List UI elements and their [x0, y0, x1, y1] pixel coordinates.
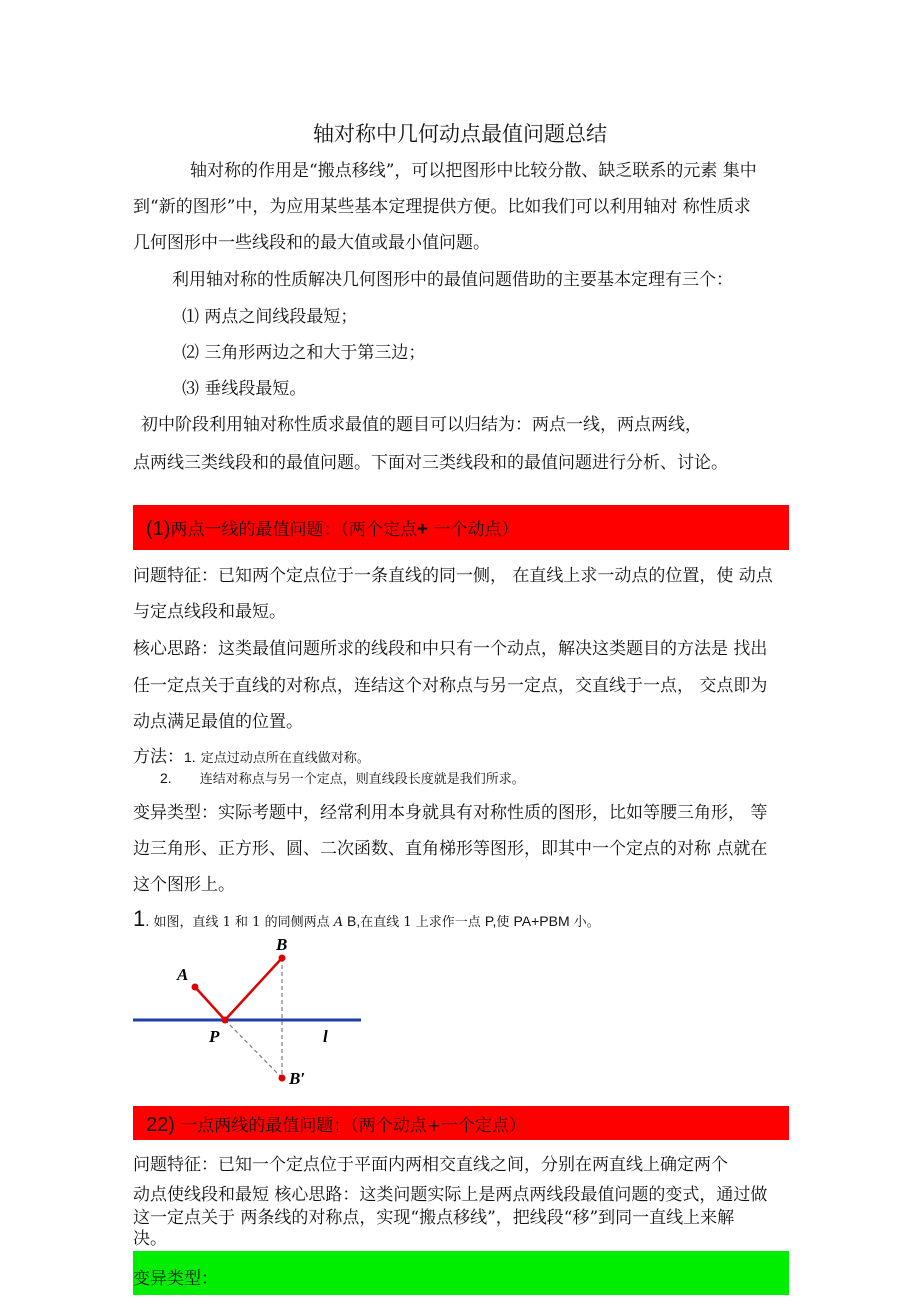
s1-core-1: 核心思路：这类最值问题所求的线段和中只有一个动点，解决这类题目的方法是 找出: [133, 639, 768, 659]
method-label: 方法：: [133, 747, 184, 767]
section1-heading-text: 两点一线的最值问题：（两个定点: [170, 520, 417, 540]
example-b: B,: [343, 913, 361, 929]
example-1: [133, 906, 600, 932]
intro-line-2: 到“新的图形”中，为应用某些基本定理提供方便。比如我们可以利用轴对 称性质求: [133, 197, 751, 217]
variant-label: 变异类型：: [133, 1269, 218, 1289]
intro-line-6: 点两线三类线段和的最值问题。下面对三类线段和的最值问题进行分析、讨论。: [133, 453, 728, 473]
method-2-text: 连结对称点与另一个定点，则直线段长度就是我们所求。: [199, 772, 525, 787]
section1-heading-tail: 一个动点）: [428, 520, 519, 540]
example-a: A: [333, 915, 344, 930]
theorem-3: ⑶ 垂线段最短。: [182, 379, 307, 399]
s1-variant-2: 边三角形、正方形、圆、二次函数、直角梯形等图形，即其中一个定点的对称 点就在: [133, 839, 768, 859]
label-a: A: [177, 965, 189, 984]
intro-line-3: 几何图形中一些线段和的最大值或最小值问题。: [133, 233, 490, 253]
section2-heading: [146, 1111, 526, 1137]
s2-feature-2: 动点使线段和最短 核心思路：这类问题实际上是两点两线段最值问题的变式，通过做: [133, 1185, 768, 1205]
page-title: 轴对称中几何动点最值问题总结: [313, 122, 607, 146]
section1-heading: [146, 515, 518, 541]
method-1-num: 1.: [184, 749, 196, 765]
example-num: 1: [133, 906, 146, 931]
section1-heading-plus: +: [416, 519, 429, 540]
example-p: P,: [484, 913, 497, 929]
section2-heading-num: 22): [146, 1114, 175, 1136]
point-a: [192, 984, 199, 991]
segment-pb2-dashed: [225, 1020, 282, 1078]
intro-line-4: 利用轴对称的性质解决几何图形中的最值问题借助的主要基本定理有三个：: [172, 270, 733, 290]
s2-feature-1: 问题特征：已知一个定点位于平面内两相交直线之间，分别在两直线上确定两个: [133, 1155, 728, 1175]
method-1-text: 定点过动点所在直线做对称。: [200, 751, 370, 766]
theorem-1: ⑴ 两点之间线段最短；: [182, 307, 358, 327]
intro-line-5: 初中阶段利用轴对称性质求最值的题目可以归结为：两点一线，两点两线，: [141, 415, 702, 435]
label-b-prime: B′: [289, 1069, 306, 1088]
variant-bar: [133, 1251, 789, 1295]
s1-feature-2: 与定点线段和最短。: [133, 602, 286, 622]
segment-pb: [225, 958, 282, 1020]
s1-feature-1: 问题特征：已知两个定点位于一条直线的同一侧， 在直线上求一动点的位置，使 动点: [133, 566, 773, 586]
example-text-2: 在直线 1 上求作一点: [360, 915, 485, 930]
section2-heading-text: 一点两线的最值问题：（两个动点+一个定点）: [174, 1116, 527, 1136]
s1-method-1: [133, 744, 370, 770]
label-b: B: [276, 935, 288, 954]
s1-core-3: 动点满足最值的位置。: [133, 712, 303, 732]
s1-variant-3: 这个图形上。: [133, 875, 235, 895]
label-l: l: [323, 1027, 328, 1046]
intro-line-1: 轴对称的作用是“搬点移线”，可以把图形中比较分散、缺乏联系的元素 集中: [190, 161, 757, 181]
section1-heading-num: (1): [146, 518, 171, 540]
s1-method-2: [160, 768, 525, 787]
label-p: P: [209, 1027, 220, 1046]
example-text-4: 小。: [569, 915, 600, 930]
point-p: [222, 1017, 229, 1024]
segment-ap: [195, 987, 225, 1020]
point-b: [279, 955, 286, 962]
theorem-2: ⑵ 三角形两边之和大于第三边；: [182, 343, 426, 363]
method-2-num: 2.: [160, 770, 172, 786]
s2-feature-4: 决。: [133, 1229, 167, 1249]
point-b-prime: [279, 1075, 286, 1082]
s1-core-2: 任一定点关于直线的对称点，连结这个对称点与另一定点，交直线于一点， 交点即为: [133, 676, 768, 696]
example-text-3: 使: [496, 915, 514, 930]
symmetry-figure: [133, 932, 363, 1090]
s1-variant-1: 变异类型：实际考题中，经常利用本身就具有对称性质的图形，比如等腰三角形， 等: [133, 803, 768, 823]
example-expr: PA+PBM: [513, 913, 570, 929]
example-text: . 如图，直线 1 和 1 的同侧两点: [145, 915, 334, 930]
s2-feature-3: 这一定点关于 两条线的对称点，实现“搬点移线”，把线段“移”到同一直线上来解: [133, 1208, 735, 1228]
